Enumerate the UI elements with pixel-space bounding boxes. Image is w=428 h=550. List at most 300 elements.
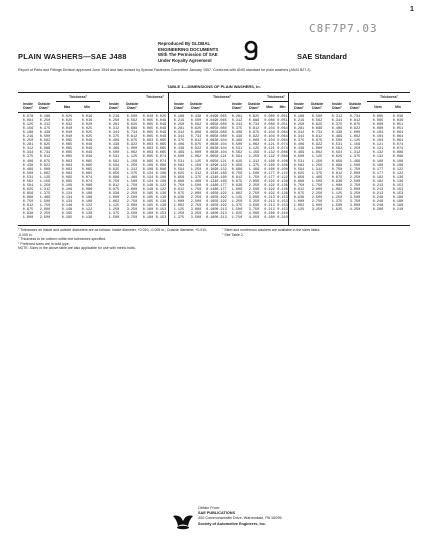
table-cell: 0.177: [264, 171, 275, 176]
table-cell: 0.104: [216, 143, 227, 148]
table-cell: 1.625: [231, 212, 243, 217]
table-cell: 1.750: [311, 183, 323, 188]
table-cell: 3.000: [126, 204, 138, 209]
table-cell: 0.625: [190, 127, 202, 132]
table-cell: 0.312: [173, 131, 185, 136]
table-cell: 0.095: [142, 159, 154, 164]
table-cell: 0.280: [264, 216, 275, 221]
header-outside-diam: Outside Diam°: [310, 102, 324, 110]
table-cell: 0.656: [173, 175, 185, 180]
table-cell: 2.000: [39, 208, 51, 213]
table-cell: 0.083: [206, 143, 217, 148]
column-inside-diam: [291, 115, 307, 212]
table-cell: 1.000: [108, 195, 120, 200]
table-cell: 0.065: [155, 151, 167, 156]
table-cell: 0.122: [392, 167, 404, 172]
publisher-block: [198, 506, 282, 527]
table-cell: 1.062: [173, 204, 185, 209]
table-cell: 0.148: [142, 187, 154, 192]
table-cell: 4.250: [248, 216, 260, 221]
table-cell: 0.083: [61, 171, 73, 176]
table-cell: 0.750: [108, 179, 120, 184]
table-cell: 0.065: [206, 135, 217, 140]
table-cell: 0.065: [142, 131, 154, 136]
table-cell: 0.108: [81, 199, 93, 204]
table-cell: 1.062: [39, 171, 51, 176]
header-max: Max: [63, 105, 71, 109]
table-cell: 0.065: [142, 127, 154, 132]
table-cell: 0.122: [155, 183, 167, 188]
header-thickness: Thickness°: [69, 95, 87, 99]
table-cell: 0.562: [293, 163, 305, 168]
table-cell: 0.065: [372, 119, 384, 124]
column-inside-diam: [20, 115, 36, 220]
table-cell: 0.065: [81, 159, 93, 164]
table-cell: 0.122: [277, 175, 288, 180]
table-cell: 0.134: [61, 191, 73, 196]
table-cell: 0.875: [190, 143, 202, 148]
table-cell: 0.438: [331, 131, 343, 136]
table-cell: 0.065: [216, 119, 227, 124]
table-cell: 0.160: [372, 159, 384, 164]
column-thickness-min: [78, 115, 96, 220]
table-cell: 3.500: [126, 212, 138, 217]
table-cell: 1.000: [311, 147, 323, 152]
table-cell: 0.134: [142, 171, 154, 176]
table-cell: 0.688: [231, 167, 243, 172]
table-cell: 0.562: [108, 159, 120, 164]
table-cell: 2.750: [349, 183, 361, 188]
table-cell: 0.065: [216, 115, 227, 119]
table-cell: 1.062: [293, 204, 305, 209]
table-cell: 0.562: [190, 123, 202, 128]
header-outside-diam: Outside Diam°: [37, 102, 51, 110]
header-inside-diam: Inside Diam°: [232, 102, 242, 110]
table-cell: 0.108: [277, 163, 288, 168]
table-cell: 2.000: [311, 187, 323, 192]
column-thickness-max: [142, 115, 154, 220]
table-cell: 0.122: [277, 171, 288, 176]
table-cell: 1.250: [173, 212, 185, 217]
table-cell: 0.531: [231, 147, 243, 152]
table-cell: 0.500: [39, 135, 51, 140]
table-cell: 0.192: [216, 204, 227, 209]
table-cell: 0.210: [277, 212, 288, 217]
table-cell: 0.086: [81, 183, 93, 188]
dimensions-table: [18, 92, 410, 226]
table-cell: 1.312: [126, 167, 138, 172]
table-cell: 0.734: [311, 131, 323, 136]
table-cell: 0.594: [108, 163, 120, 168]
table-cell: 0.375: [22, 155, 34, 160]
table-cell: 0.594: [173, 167, 185, 172]
table-cell: 2.000: [248, 179, 260, 184]
table-cell: 1.375: [39, 191, 51, 196]
table-title: TABLE 1—DIMENSIONS OF PLAIN WASHERS, in.: [167, 84, 261, 89]
table-cell: 0.562: [39, 139, 51, 144]
table-cell: 3.000: [248, 195, 260, 200]
table-cell: 1.250: [108, 208, 120, 213]
table-cell: 0.148: [142, 183, 154, 188]
table-cell: 2.250: [39, 212, 51, 217]
table-cell: 0.086: [392, 151, 404, 156]
table-cell: 4.250: [349, 208, 361, 213]
table-cell: 0.153: [392, 183, 404, 188]
table-cell: 0.812: [311, 135, 323, 140]
table-cell: 0.104: [264, 139, 275, 144]
footnotes-right: [222, 228, 410, 237]
table-cell: 2.000: [126, 187, 138, 192]
table-cell: 0.177: [216, 183, 227, 188]
table-cell: 0.108: [392, 163, 404, 168]
table-cell: 0.192: [216, 199, 227, 204]
table-cell: 0.438: [39, 131, 51, 136]
table-cell: 0.213: [264, 204, 275, 209]
table-cell: 0.625: [331, 155, 343, 160]
table-cell: 0.074: [277, 143, 288, 148]
table-cell: 0.036: [392, 115, 404, 119]
table-cell: 0.625: [293, 171, 305, 176]
table-cell: 0.875: [231, 179, 243, 184]
table-cell: 0.094: [22, 119, 34, 124]
header-rule: [263, 101, 289, 102]
table-cell: 0.148: [206, 187, 217, 192]
table-cell: 0.213: [264, 208, 275, 213]
table-cell: 0.051: [277, 115, 288, 119]
table-cell: 0.531: [331, 143, 343, 148]
column-thickness-min: [155, 115, 167, 220]
column-outside-diam: [309, 115, 325, 212]
table-cell: 0.210: [277, 216, 288, 221]
document-stamp: C8F7P7.03: [309, 22, 378, 35]
table-cell: 0.531: [22, 175, 34, 180]
table-cell: 3.000: [190, 208, 202, 213]
header-bottom-rule: [169, 112, 289, 113]
table-cell: 0.213: [372, 191, 384, 196]
table-cell: 0.074: [81, 175, 93, 180]
table-cell: 0.938: [331, 179, 343, 184]
header-max: Max: [266, 105, 273, 109]
table-cell: 0.051: [392, 127, 404, 132]
table-cell: 0.108: [155, 175, 167, 180]
table-cell: 0.132: [372, 155, 384, 160]
table-cell: 0.132: [372, 151, 384, 156]
table-cell: 1.312: [39, 187, 51, 192]
table-cell: 0.080: [264, 119, 275, 124]
table-cell: 0.688: [126, 127, 138, 132]
table-cell: 0.074: [392, 147, 404, 152]
table-cell: 0.121: [372, 147, 384, 152]
table-cell: 0.025: [81, 127, 93, 132]
table-cell: 0.086: [392, 155, 404, 160]
table-cell: 1.375: [248, 163, 260, 168]
table-cell: 0.192: [264, 187, 275, 192]
table-cell: 0.812: [231, 175, 243, 180]
table-cell: 0.192: [216, 195, 227, 200]
reproduction-line: Reproduced By GLOBAL: [158, 41, 211, 46]
table-cell: 0.065: [61, 147, 73, 152]
table-cell: 0.180: [392, 195, 404, 200]
table-cell: 0.750: [173, 183, 185, 188]
table-cell: 0.812: [248, 127, 260, 132]
table-cell: 0.280: [264, 212, 275, 217]
table-cell: 0.213: [264, 195, 275, 200]
footnote: ° Preferred sizes are in bold type.: [18, 241, 70, 246]
table-cell: 1.250: [349, 147, 361, 152]
header-inside-diam: Inside Diam°: [23, 102, 33, 110]
table-cell: 1.469: [311, 175, 323, 180]
table-cell: 0.049: [155, 135, 167, 140]
table-cell: 0.922: [39, 163, 51, 168]
table-cell: 0.121: [372, 143, 384, 148]
table-cell: 0.406: [173, 143, 185, 148]
table-cell: 1.156: [190, 163, 202, 168]
table-cell: 0.469: [293, 151, 305, 156]
table-cell: 1.250: [331, 195, 343, 200]
table-cell: 0.134: [142, 179, 154, 184]
header-min: Min: [279, 105, 286, 109]
table-cell: 1.500: [349, 163, 361, 168]
table-cell: 0.065: [81, 171, 93, 176]
table-cell: 0.153: [155, 216, 167, 221]
table-cell: 3.500: [349, 195, 361, 200]
table-cell: 0.500: [311, 115, 323, 119]
table-cell: 0.438: [22, 163, 34, 168]
table-cell: 0.500: [126, 115, 138, 119]
table-cell: 1.500: [108, 216, 120, 221]
table-cell: 1.375: [311, 171, 323, 176]
table-cell: 1.750: [126, 183, 138, 188]
table-cell: 1.062: [190, 155, 202, 160]
table-cell: 1.156: [126, 159, 138, 164]
table-cell: 1.500: [39, 199, 51, 204]
table-cell: 0.104: [372, 131, 384, 136]
table-cell: 0.121: [264, 147, 275, 152]
table-cell: 0.875: [293, 191, 305, 196]
table-cell: 2.500: [349, 179, 361, 184]
table-cell: 1.250: [311, 163, 323, 168]
table-cell: 0.095: [206, 155, 217, 160]
table-cell: 0.108: [155, 171, 167, 176]
table-cell: 0.344: [331, 119, 343, 124]
table-cell: 0.875: [311, 139, 323, 144]
column-thickness-max: [58, 115, 76, 220]
table-cell: 0.064: [392, 135, 404, 140]
table-cell: 1.125: [173, 208, 185, 213]
table-cell: 0.500: [173, 155, 185, 160]
table-cell: 1.312: [248, 159, 260, 164]
table-cell: 0.065: [155, 147, 167, 152]
table-cell: 0.065: [81, 163, 93, 168]
table-cell: 1.312: [311, 167, 323, 172]
table-cell: 0.165: [142, 191, 154, 196]
table-cell: 0.104: [216, 147, 227, 152]
table-cell: 1.000: [349, 131, 361, 136]
table-cell: 1.000: [331, 183, 343, 188]
header-outside-diam: Outside Diam°: [125, 102, 139, 110]
table-cell: 1.000: [190, 151, 202, 156]
table-cell: 0.312: [39, 123, 51, 128]
table-cell: 0.153: [155, 212, 167, 217]
table-cell: 1.625: [331, 208, 343, 213]
table-cell: 0.938: [293, 195, 305, 200]
table-cell: 0.109: [206, 167, 217, 172]
publisher-address: 400 Commonwealth Drive, Warrendale, PA 15096: [198, 516, 282, 521]
table-cell: 3.000: [311, 204, 323, 209]
header-bottom-rule: [18, 112, 168, 113]
table-cell: 0.156: [22, 127, 34, 132]
table-cell: 0.922: [126, 143, 138, 148]
table-cell: 1.062: [349, 135, 361, 140]
table-cell: 3.250: [190, 212, 202, 217]
table-cell: 0.083: [206, 139, 217, 144]
table-cell: 0.136: [81, 216, 93, 221]
table-cell: 0.219: [22, 135, 34, 140]
table-cell: 0.136: [392, 175, 404, 180]
table-cell: 0.248: [372, 199, 384, 204]
table-cell: 1.000: [248, 139, 260, 144]
table-cell: 0.064: [277, 131, 288, 136]
table-cell: 0.065: [81, 167, 93, 172]
table-cell: 0.344: [108, 131, 120, 136]
table-cell: 0.104: [264, 131, 275, 136]
table-cell: 1.312: [349, 151, 361, 156]
reproduction-notice: [158, 41, 248, 63]
table-cell: 0.109: [206, 163, 217, 168]
table-cell: 0.344: [293, 135, 305, 140]
table-cell: 0.025: [61, 115, 73, 119]
table-cell: 1.062: [311, 151, 323, 156]
table-cell: 0.104: [372, 135, 384, 140]
table-cell: 0.065: [61, 143, 73, 148]
table-cell: 0.922: [311, 143, 323, 148]
table-cell: 1.000: [126, 147, 138, 152]
table-cell: 0.160: [372, 163, 384, 168]
table-cell: 0.086: [81, 187, 93, 192]
table-cell: 0.134: [142, 175, 154, 180]
table-cell: 0.153: [277, 208, 288, 213]
table-cell: 0.250: [293, 123, 305, 128]
table-cell: 0.734: [349, 115, 361, 119]
page-mark: 1: [410, 6, 414, 13]
header-min: Min: [395, 105, 401, 109]
column-inside-diam: [171, 115, 187, 220]
table-cell: 0.594: [293, 167, 305, 172]
table-cell: 0.734: [190, 135, 202, 140]
table-cell: 0.083: [206, 151, 217, 156]
table-cell: 3.500: [190, 216, 202, 221]
table-cell: 3.250: [248, 199, 260, 204]
table-cell: 0.656: [293, 175, 305, 180]
table-cell: 1.125: [331, 191, 343, 196]
table-cell: 0.104: [216, 139, 227, 144]
table-cell: 0.375: [108, 135, 120, 140]
table-cell: 0.065: [61, 155, 73, 160]
table-cell: 0.065: [372, 115, 384, 119]
table-cell: 1.062: [108, 199, 120, 204]
table-cell: 0.040: [61, 127, 73, 132]
table-cell: 2.000: [190, 191, 202, 196]
table-cell: 0.438: [108, 143, 120, 148]
table-cell: 0.095: [142, 155, 154, 160]
table-cell: 0.812: [293, 187, 305, 192]
publisher-seal-icon: [172, 512, 194, 530]
table-cell: 1.125: [293, 208, 305, 213]
table-cell: 1.375: [173, 216, 185, 221]
intro-paragraph: Report of Parts and Fittings Division approved June 1944 and last revised by Special Fasteners Committee January 1957. Conforms with ANSI standard for plain washers (ANSI B27.2).: [18, 68, 312, 72]
table-cell: 1.156: [311, 159, 323, 164]
table-cell: 0.594: [231, 155, 243, 160]
table-cell: 0.136: [155, 204, 167, 209]
table-cell: 0.177: [372, 167, 384, 172]
table-cell: 0.250: [39, 119, 51, 124]
table-cell: 0.281: [108, 123, 120, 128]
table-cell: 0.438: [293, 147, 305, 152]
table-cell: 0.280: [372, 208, 384, 213]
table-cell: 0.531: [173, 159, 185, 164]
table-cell: 0.375: [293, 139, 305, 144]
table-cell: 0.500: [190, 119, 202, 124]
footnote: ° Thickness to be uniform within the tolerances specified.: [18, 237, 107, 241]
table-cell: 0.656: [108, 171, 120, 176]
table-cell: 4.000: [349, 204, 361, 209]
table-cell: 0.250: [22, 139, 34, 144]
table-cell: 4.000: [248, 212, 260, 217]
header-outside-diam: Outside Diam°: [247, 102, 261, 110]
table-cell: 1.500: [311, 179, 323, 184]
table-cell: 0.065: [142, 135, 154, 140]
table-cell: 0.074: [277, 147, 288, 152]
table-cell: 0.080: [264, 123, 275, 128]
table-cell: 2.250: [349, 175, 361, 180]
table-cell: 0.136: [392, 179, 404, 184]
table-cell: 0.095: [61, 179, 73, 184]
table-cell: 0.281: [173, 127, 185, 132]
table-cell: 0.500: [331, 139, 343, 144]
table-cell: 1.750: [349, 167, 361, 172]
table-cell: 1.000: [231, 187, 243, 192]
table-cell: 0.109: [142, 167, 154, 172]
table-cell: 0.375: [173, 139, 185, 144]
table-cell: 0.625: [173, 171, 185, 176]
table-cell: 0.049: [81, 143, 93, 148]
table-cell: 0.500: [22, 171, 34, 176]
table-cell: 0.688: [39, 147, 51, 152]
table-cell: 0.025: [81, 131, 93, 136]
column-outside-diam: [188, 115, 204, 220]
table-cell: 0.165: [142, 204, 154, 209]
table-cell: 1.469: [248, 167, 260, 172]
table-cell: 0.108: [392, 159, 404, 164]
table-cell: 0.025: [81, 135, 93, 140]
table-cell: 0.049: [155, 127, 167, 132]
table-cell: 0.344: [231, 123, 243, 128]
table-cell: 0.812: [108, 183, 120, 188]
table-cell: 1.500: [248, 171, 260, 176]
reproduction-line: Under Royalty Agreement: [158, 57, 212, 63]
table-cell: 0.812: [349, 119, 361, 124]
table-cell: 0.080: [216, 123, 227, 128]
table-cell: 0.734: [39, 151, 51, 156]
table-cell: 0.500: [293, 155, 305, 160]
table-cell: 0.065: [155, 139, 167, 144]
table-cell: 1.500: [126, 179, 138, 184]
table-cell: 0.750: [231, 171, 243, 176]
table-cell: 0.938: [22, 212, 34, 217]
table-cell: 0.938: [108, 191, 120, 196]
table-cell: 0.134: [206, 171, 217, 176]
table-cell: 0.160: [264, 167, 275, 172]
